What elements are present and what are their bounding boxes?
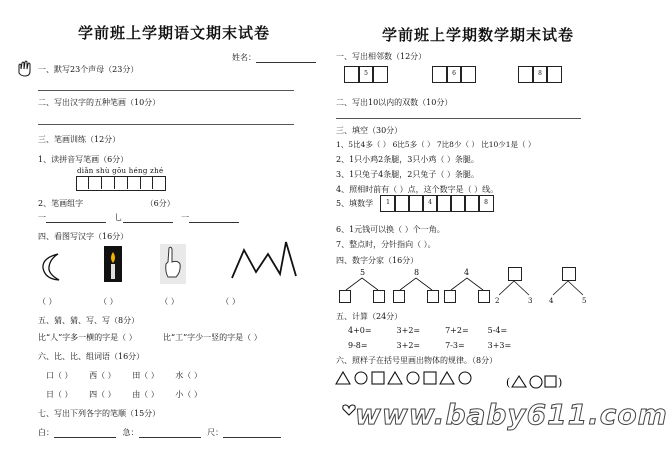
- split-branch: [344, 278, 380, 290]
- split-bottom: 2: [495, 297, 500, 305]
- hand-pointer-icon: [16, 60, 36, 78]
- mountain-zigzag-icon: [230, 238, 298, 282]
- q4-heading: 四、看图写汉字（16分）: [38, 232, 129, 241]
- heart-icon: [342, 404, 356, 416]
- math-exam-title: 学前班上学期数学期末试卷: [382, 26, 575, 44]
- q1-heading: 一、默写23个声母（23分）: [38, 65, 139, 74]
- pattern-answer[interactable]: [506, 374, 566, 390]
- q2-heading: 二、写出汉字的五种笔画（10分）: [38, 98, 161, 107]
- split-top: 5: [360, 268, 366, 277]
- name-field[interactable]: [256, 62, 316, 63]
- q4-answer-row: （ ） （ ） （ ） （ ）: [38, 297, 240, 306]
- split-answer-box[interactable]: [373, 290, 385, 303]
- r-q5-heading: 五、计算（24分）: [336, 312, 403, 321]
- triangle-icon: [440, 372, 454, 384]
- pattern-row: [334, 370, 514, 386]
- split-branch: [398, 278, 434, 290]
- fill-line-1[interactable]: 1、5比4多（ ） 6比5多（ ） 7比8少（ ） 比10少1是（ ）: [336, 140, 536, 149]
- candle-icon: [104, 246, 122, 282]
- q3-heading: 三、笔画训练（12分）: [38, 135, 121, 144]
- split-answer-box[interactable]: [444, 290, 456, 303]
- q6-row-1: 口（ ） 西（ ） 田（ ） 水（ ）: [46, 371, 202, 380]
- q5-text-b[interactable]: 比“工”字少一竖的字是（ ）: [163, 333, 262, 342]
- svg-text:(: (: [506, 376, 511, 389]
- pointing-hand-icon: [160, 244, 186, 284]
- split-bottom: 4: [549, 297, 554, 305]
- fill-line-5: 5、填数学: [336, 199, 374, 208]
- q5-heading: 五、猜、猜、写、写（8分）: [38, 316, 140, 325]
- circle-icon: [407, 372, 419, 384]
- triangle-icon: [388, 372, 402, 384]
- split-answer-box[interactable]: [393, 290, 405, 303]
- split-answer-box[interactable]: [427, 290, 439, 303]
- q5-text-a[interactable]: 比“人”字多一横的字是（ ）: [38, 333, 137, 342]
- split-top-box[interactable]: [562, 267, 576, 281]
- q3-1-heading: 1、读拼音写笔画（6分）: [38, 155, 129, 164]
- q7-heading: 七、写出下列各字的笔顺（15分）: [38, 409, 161, 418]
- split-branch: [497, 281, 531, 295]
- split-bottom: 5: [582, 297, 587, 305]
- q6-row-2: 日（ ） 四（ ） 由（ ） 小（ ）: [46, 390, 202, 399]
- fill-line-3[interactable]: 3、1只兔子4条腿，2只兔子（ ）条腿。: [336, 170, 479, 179]
- split-answer-box[interactable]: [339, 290, 351, 303]
- q6-heading: 六、比、比、组词语（16分）: [38, 352, 145, 361]
- square-icon: [424, 372, 436, 384]
- r-q6-heading: 六、照样子在括号里画出物体的规律。（8分）: [336, 356, 498, 365]
- q3-2-heading: 2、笔画组字 （6分）: [38, 199, 175, 208]
- crescent-moon-icon: [38, 252, 66, 282]
- fill-line-4[interactable]: 4、照相时前有（ ）点，这个数字是（ ）线。: [336, 185, 499, 194]
- svg-text:): ): [558, 376, 563, 389]
- triangle-icon: [336, 372, 350, 384]
- writing-line[interactable]: [38, 124, 294, 125]
- r-q4-heading: 四、数字分家（16分）: [336, 256, 419, 265]
- writing-line[interactable]: [38, 90, 294, 91]
- stroke-combine-row: 一 乚 一: [38, 213, 239, 223]
- split-branch: [449, 278, 485, 290]
- split-top: 8: [414, 268, 420, 277]
- split-answer-box[interactable]: [478, 290, 490, 303]
- name-field-label: 姓名：: [232, 53, 316, 63]
- circle-icon: [355, 372, 367, 384]
- circle-icon: [459, 372, 471, 384]
- r-q3-heading: 三、填空（30分）: [336, 126, 403, 135]
- fill-line-7[interactable]: 7、整点时，分针指向（ ）。: [336, 240, 436, 249]
- calc-row-1: 4+0= 3+2= 7+2= 5-4=: [348, 326, 508, 335]
- fill-line-6[interactable]: 6、1元钱可以换（ ）个一角。: [336, 225, 445, 234]
- calc-row-2: 9-8= 3+2= 7-3= 3+3=: [348, 341, 512, 350]
- fill-line-2[interactable]: 2、1只小鸡2条腿，3只小鸡（ ）条腿。: [336, 155, 479, 164]
- pinyin-row: diǎn shù gōu héng zhé: [77, 167, 164, 175]
- writing-line[interactable]: [336, 118, 581, 119]
- split-top-box[interactable]: [508, 267, 522, 281]
- watermark: www.baby611.com: [355, 398, 668, 431]
- split-top: 4: [464, 268, 470, 277]
- split-bottom: 3: [528, 297, 533, 305]
- split-branch: [551, 281, 585, 295]
- chinese-exam-title: 学前班上学期语文期末试卷: [78, 24, 271, 42]
- square-icon: [372, 372, 384, 384]
- r-q1-heading: 一、写出相邻数（12分）: [336, 52, 427, 61]
- r-q2-heading: 二、写出10以内的双数（10分）: [336, 98, 453, 107]
- q7-row: 白： 急： 尺：: [38, 428, 281, 438]
